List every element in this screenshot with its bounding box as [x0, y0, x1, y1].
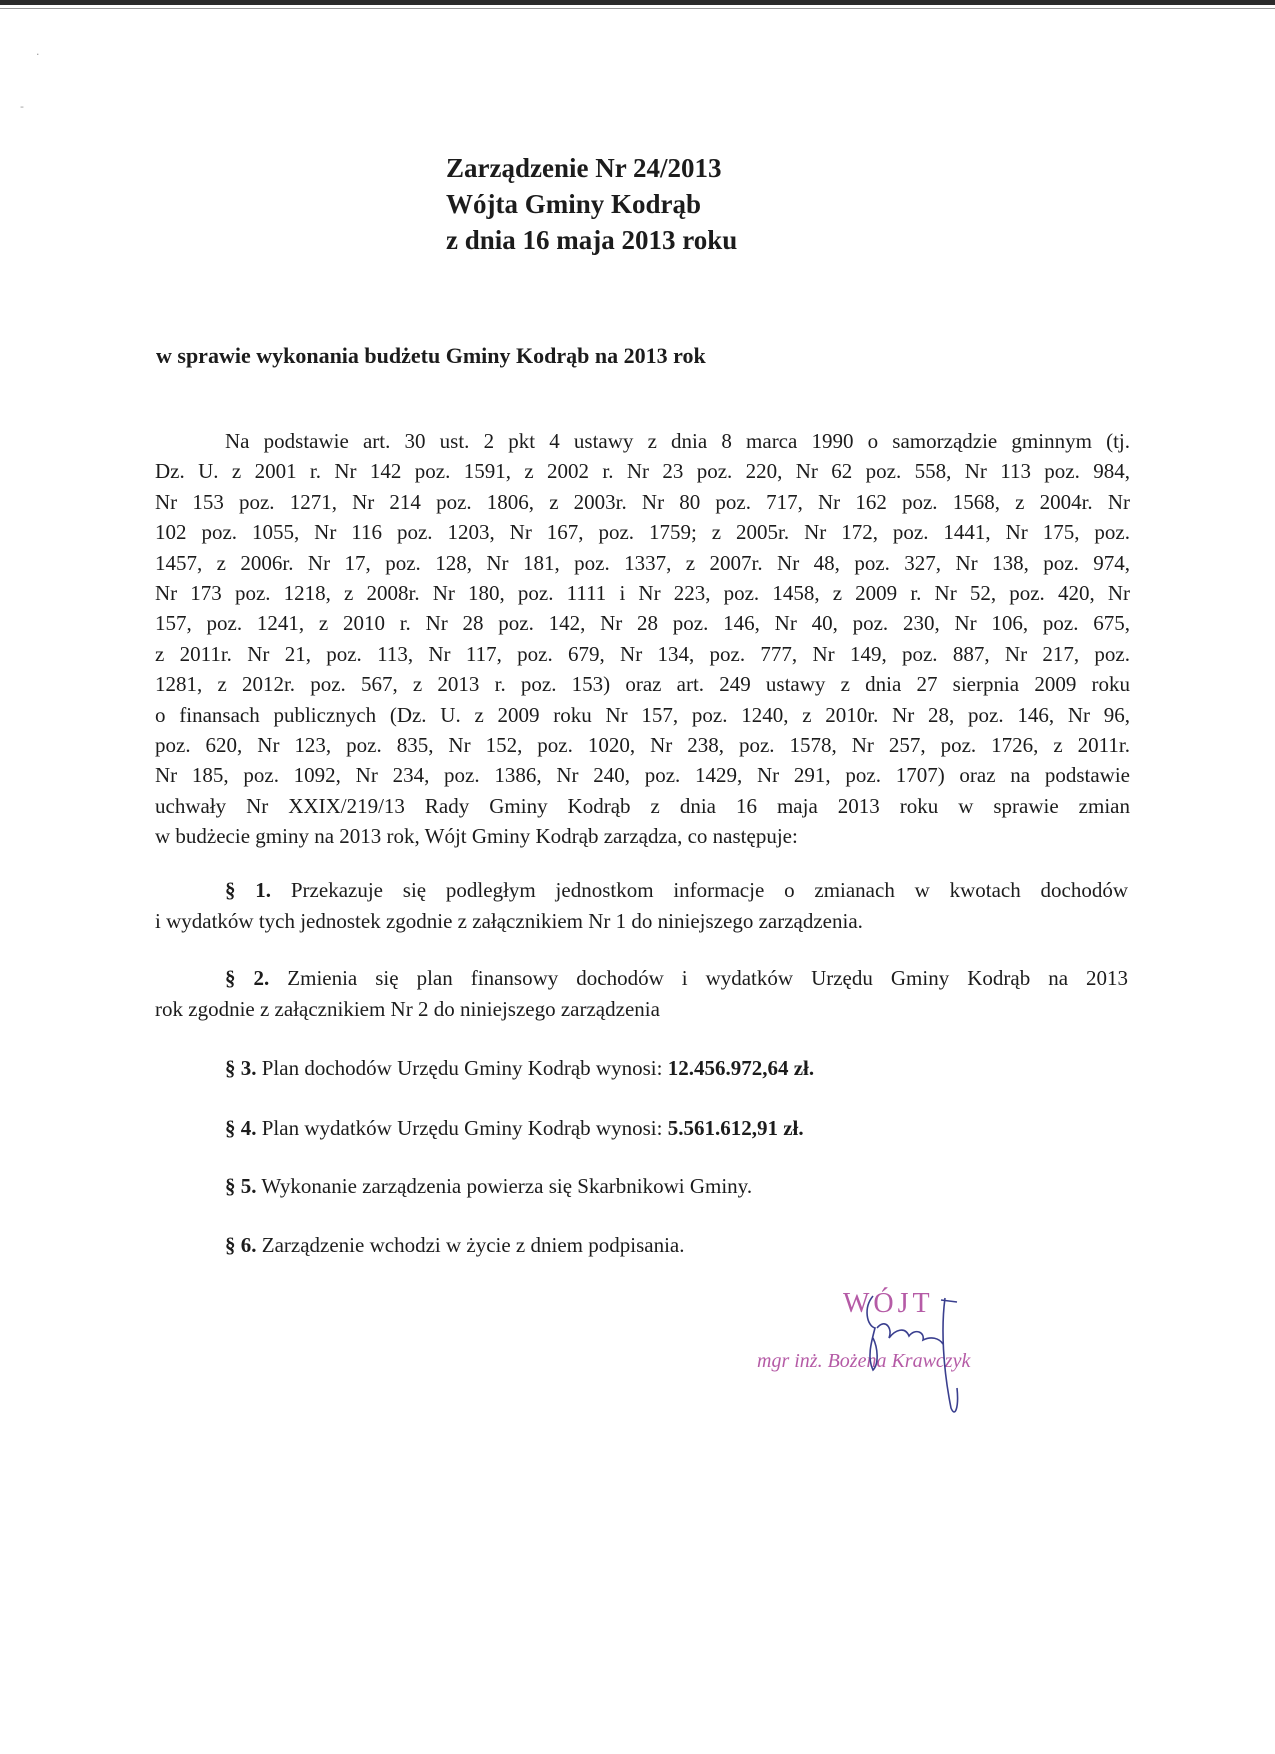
- document-subject: w sprawie wykonania budżetu Gminy Kodrąb na 2013 rok: [156, 343, 706, 368]
- section-4: [225, 1113, 804, 1144]
- preamble-line: z 2011r. Nr 21, poz. 113, Nr 117, poz. 679, Nr 134, poz. 777, Nr 149, poz. 887, Nr 217, poz.: [155, 641, 1130, 666]
- section-6: [225, 1230, 684, 1261]
- section-1-line: i wydatków tych jednostek zgodnie z załącznikiem Nr 1 do niniejszego zarządzenia.: [155, 909, 863, 933]
- preamble-line: poz. 620, Nr 123, poz. 835, Nr 152, poz. 1020, Nr 238, poz. 1578, Nr 257, poz. 1726, z 2011r.: [155, 733, 1130, 758]
- section-3: [225, 1053, 814, 1084]
- income-amount: 12.456.972,64 zł.: [667, 1056, 815, 1080]
- document-header: [446, 150, 737, 258]
- section-mark: § 2.: [225, 966, 270, 990]
- section-mark: § 5.: [225, 1174, 257, 1198]
- document-date: z dnia 16 maja 2013 roku: [446, 225, 738, 255]
- preamble-line: Nr 173 poz. 1218, z 2008r. Nr 180, poz. 1111 i Nr 223, poz. 1458, z 2009 r. Nr 52, poz. 420, Nr: [155, 581, 1130, 606]
- section-text: Plan dochodów Urzędu Gminy Kodrąb wynosi:: [261, 1056, 663, 1080]
- preamble-line: 157, poz. 1241, z 2010 r. Nr 28 poz. 142, Nr 28 poz. 146, Nr 40, poz. 230, Nr 106, poz. 675,: [155, 611, 1130, 636]
- section-mark: § 3.: [225, 1056, 257, 1080]
- section-1: [155, 875, 1128, 937]
- section-5: [225, 1171, 752, 1202]
- legal-basis-paragraph: [155, 426, 1130, 852]
- section-mark: § 1.: [225, 878, 272, 902]
- section-1-line: [155, 875, 1128, 906]
- expense-amount: 5.561.612,91 zł.: [667, 1116, 804, 1140]
- top-border-line-thin: [0, 8, 1275, 9]
- preamble-line: 1457, z 2006r. Nr 17, poz. 128, Nr 181, poz. 1337, z 2007r. Nr 48, poz. 327, Nr 138, poz. 974,: [155, 550, 1130, 575]
- preamble-line: Na podstawie art. 30 ust. 2 pkt 4 ustawy z dnia 8 marca 1990 o samorządzie gminnym (tj.: [225, 429, 1130, 453]
- preamble-line: 1281, z 2012r. poz. 567, z 2013 r. poz. 153) oraz art. 249 ustawy z dnia 27 sierpnia 2009 roku: [155, 672, 1130, 697]
- section-2-line: [155, 963, 1128, 994]
- top-border-line: [0, 0, 1275, 5]
- section-text: Zarządzenie wchodzi w życie z dniem podpisania.: [261, 1233, 685, 1257]
- document-issuer: Wójta Gminy Kodrąb: [446, 189, 702, 219]
- section-mark: § 4.: [225, 1116, 257, 1140]
- stamp-name: mgr inż. Bożena Krawczyk: [757, 1350, 971, 1372]
- section-mark: § 6.: [225, 1233, 257, 1257]
- section-text: Przekazuje się podległym jednostkom informacje o zmianach w kwotach dochodów: [290, 878, 1129, 902]
- section-text: Plan wydatków Urzędu Gminy Kodrąb wynosi:: [261, 1116, 663, 1140]
- preamble-line: Nr 185, poz. 1092, Nr 234, poz. 1386, Nr 240, poz. 1429, Nr 291, poz. 1707) oraz na podstawie: [155, 763, 1130, 788]
- section-2: [155, 963, 1128, 1025]
- preamble-line: Nr 153 poz. 1271, Nr 214 poz. 1806, z 2003r. Nr 80 poz. 717, Nr 162 poz. 1568, z 2004r. Nr: [155, 489, 1130, 514]
- preamble-line: uchwały Nr XXIX/219/13 Rady Gminy Kodrąb z dnia 16 maja 2013 roku w sprawie zmian: [155, 793, 1130, 818]
- document-title: Zarządzenie Nr 24/2013: [446, 153, 722, 183]
- section-2-line: rok zgodnie z załącznikiem Nr 2 do niniejszego zarządzenia: [155, 997, 660, 1021]
- stamp-title: WÓJT: [843, 1288, 934, 1319]
- preamble-line: w budżecie gminy na 2013 rok, Wójt Gminy Kodrąb zarządza, co następuje:: [155, 824, 798, 849]
- preamble-line: 102 poz. 1055, Nr 116 poz. 1203, Nr 167, poz. 1759; z 2005r. Nr 172, poz. 1441, Nr 175, poz.: [155, 520, 1130, 545]
- scan-speck: -: [20, 100, 24, 113]
- section-text: Wykonanie zarządzenia powierza się Skarbnikowi Gminy.: [261, 1174, 753, 1198]
- preamble-line: o finansach publicznych (Dz. U. z 2009 roku Nr 157, poz. 1240, z 2010r. Nr 28, poz. 146, Nr 96,: [155, 702, 1130, 727]
- preamble-line: Dz. U. z 2001 r. Nr 142 poz. 1591, z 2002 r. Nr 23 poz. 220, Nr 62 poz. 558, Nr 113 poz. 984,: [155, 459, 1130, 484]
- handwritten-signature: [745, 1288, 1065, 1428]
- section-text: Zmienia się plan finansowy dochodów i wydatków Urzędu Gminy Kodrąb na 2013: [287, 966, 1129, 990]
- scan-speck: ·: [36, 48, 40, 61]
- official-stamp: [745, 1288, 1065, 1428]
